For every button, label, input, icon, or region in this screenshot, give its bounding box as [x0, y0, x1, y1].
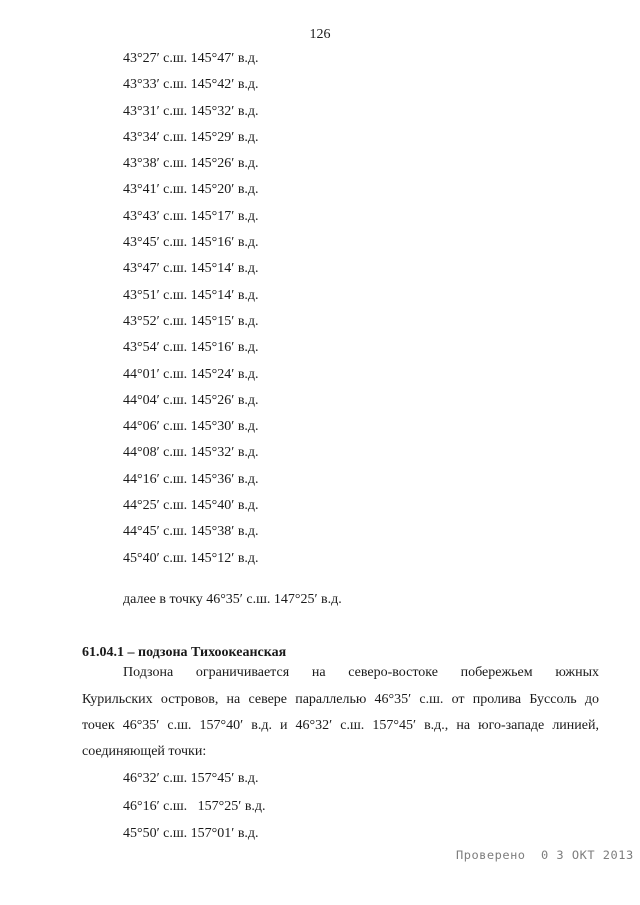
subzone-point: 46°16′ с.ш. 157°25′ в.д. [123, 798, 266, 814]
coordinate-point: 43°43′ с.ш. 145°17′ в.д. [123, 208, 259, 224]
coordinate-point: 43°54′ с.ш. 145°16′ в.д. [123, 340, 259, 356]
coordinate-point: 43°27′ с.ш. 145°47′ в.д. [123, 51, 259, 66]
coordinate-point: 43°41′ с.ш. 145°20′ в.д. [123, 182, 259, 198]
coordinate-point: 43°31′ с.ш. 145°32′ в.д. [123, 103, 259, 119]
page-number: 126 [309, 27, 331, 42]
coordinate-point: 43°33′ с.ш. 145°42′ в.д. [123, 77, 259, 93]
subzone-paragraph-line: Курильских островов, на севере параллелью 46°35′ с.ш. от пролива Буссоль до [82, 692, 599, 707]
coordinate-point: 43°47′ с.ш. 145°14′ в.д. [123, 261, 259, 277]
coordinate-point: 43°45′ с.ш. 145°16′ в.д. [123, 235, 259, 251]
coordinate-list [123, 49, 259, 575]
verification-stamp: Проверено 0 3 ОКТ 2013 [456, 848, 634, 862]
coordinate-point: 44°04′ с.ш. 145°26′ в.д. [123, 392, 259, 408]
coordinate-point: 44°01′ с.ш. 145°24′ в.д. [123, 366, 259, 382]
coordinate-point: 44°16′ с.ш. 145°36′ в.д. [123, 471, 259, 487]
coordinate-point: 45°40′ с.ш. 145°12′ в.д. [123, 550, 259, 566]
continuation-line: далее в точку 46°35′ с.ш. 147°25′ в.д. [123, 592, 342, 607]
coordinate-point: 43°38′ с.ш. 145°26′ в.д. [123, 156, 259, 172]
subzone-paragraph-line: соединяющей точки: [82, 744, 207, 759]
coordinate-point: 44°08′ с.ш. 145°32′ в.д. [123, 445, 259, 461]
subzone-points-list [123, 769, 266, 852]
coordinate-point: 43°51′ с.ш. 145°14′ в.д. [123, 287, 259, 303]
coordinate-point: 44°25′ с.ш. 145°40′ в.д. [123, 498, 259, 514]
coordinate-point: 43°34′ с.ш. 145°29′ в.д. [123, 129, 259, 145]
subzone-paragraph-line: Подзона ограничивается на северо-востоке побережьем южных [123, 665, 599, 680]
coordinate-point: 43°52′ с.ш. 145°15′ в.д. [123, 313, 259, 329]
subzone-point: 46°32′ с.ш. 157°45′ в.д. [123, 771, 259, 786]
subzone-paragraph-line: точек 46°35′ с.ш. 157°40′ в.д. и 46°32′ с.ш. 157°45′ в.д., на юго-западе линией, [82, 718, 599, 733]
coordinate-point: 44°06′ с.ш. 145°30′ в.д. [123, 419, 259, 435]
subzone-heading: 61.04.1 – подзона Тихоокеанская [82, 645, 287, 660]
coordinate-point: 44°45′ с.ш. 145°38′ в.д. [123, 524, 259, 540]
subzone-point: 45°50′ с.ш. 157°01′ в.д. [123, 826, 259, 841]
